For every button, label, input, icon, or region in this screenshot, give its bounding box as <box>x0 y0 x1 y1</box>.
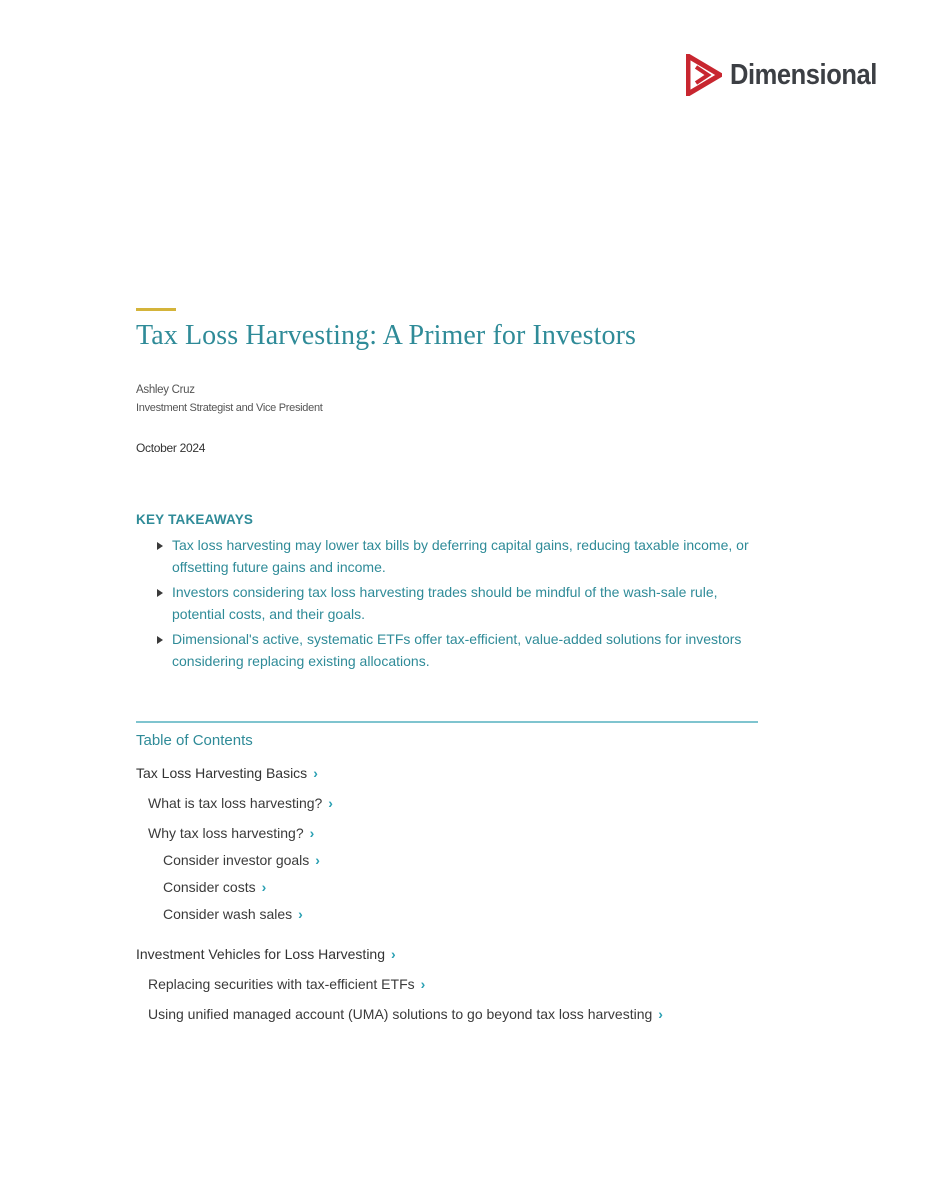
toc-link-label: Investment Vehicles for Loss Harvesting <box>136 946 386 962</box>
toc-link-label: Replacing securities with tax-efficient ETFs <box>148 976 415 992</box>
key-takeaway-text: Investors considering tax loss harvesting trades should be mindful of the wash-sale rule, potential costs, and their goals. <box>172 584 718 622</box>
chevron-right-icon: › <box>420 976 426 992</box>
toc-link-label: What is tax loss harvesting? <box>148 795 323 811</box>
key-takeaway-item <box>157 628 757 672</box>
triangle-bullet-icon <box>157 542 163 550</box>
toc-link-replacing-securities[interactable] <box>148 975 425 993</box>
toc-link-label: Using unified managed account (UMA) solutions to go beyond tax loss harvesting <box>148 1006 653 1022</box>
toc-link-consider-investor-goals[interactable] <box>163 851 320 869</box>
author-name: Ashley Cruz <box>136 384 195 396</box>
toc-link-consider-costs[interactable] <box>163 878 266 896</box>
key-takeaway-item <box>157 581 757 625</box>
chevron-right-icon: › <box>391 946 396 962</box>
key-takeaways-heading: KEY TAKEAWAYS <box>136 512 254 527</box>
triangle-bullet-icon <box>157 636 163 644</box>
toc-link-why-tax-loss-harvesting[interactable] <box>148 824 314 842</box>
chevron-right-icon: › <box>309 825 315 841</box>
chevron-right-icon: › <box>298 906 303 922</box>
toc-link-label: Consider wash sales <box>163 906 293 922</box>
dimensional-logo <box>686 53 897 97</box>
key-takeaway-text: Dimensional's active, systematic ETFs offer tax-efficient, value-added solutions for investors considering replacing existing allocations. <box>172 631 742 669</box>
key-takeaway-item <box>157 534 757 578</box>
chevron-right-icon: › <box>313 765 318 781</box>
triangle-bullet-icon <box>157 589 163 597</box>
toc-link-label: Consider costs <box>163 879 256 895</box>
chevron-right-icon: › <box>315 852 320 868</box>
toc-divider <box>136 721 758 723</box>
toc-link-uma-solutions[interactable] <box>148 1005 663 1023</box>
toc-link-what-is-tax-loss-harvesting[interactable] <box>148 794 333 812</box>
publication-date: October 2024 <box>136 441 206 455</box>
chevron-right-icon: › <box>658 1006 663 1022</box>
author-role: Investment Strategist and Vice President <box>136 402 323 414</box>
toc-link-tax-loss-harvesting-basics[interactable] <box>136 764 318 782</box>
toc-link-label: Tax Loss Harvesting Basics <box>136 765 308 781</box>
toc-link-label: Why tax loss harvesting? <box>148 825 304 841</box>
toc-link-investment-vehicles[interactable] <box>136 945 396 963</box>
title-accent-rule <box>136 308 176 311</box>
toc-link-consider-wash-sales[interactable] <box>163 905 303 923</box>
dimensional-logo-mark-icon <box>686 54 722 96</box>
key-takeaways-list <box>157 534 757 675</box>
brand-name: Dimensional <box>730 58 877 91</box>
chevron-right-icon: › <box>328 795 333 811</box>
toc-link-label: Consider investor goals <box>163 852 310 868</box>
key-takeaway-text: Tax loss harvesting may lower tax bills by deferring capital gains, reducing taxable income, or offsetting future gains and income. <box>172 537 749 575</box>
document-title: Tax Loss Harvesting: A Primer for Investors <box>136 320 637 351</box>
toc-heading: Table of Contents <box>136 732 253 749</box>
chevron-right-icon: › <box>261 879 267 895</box>
